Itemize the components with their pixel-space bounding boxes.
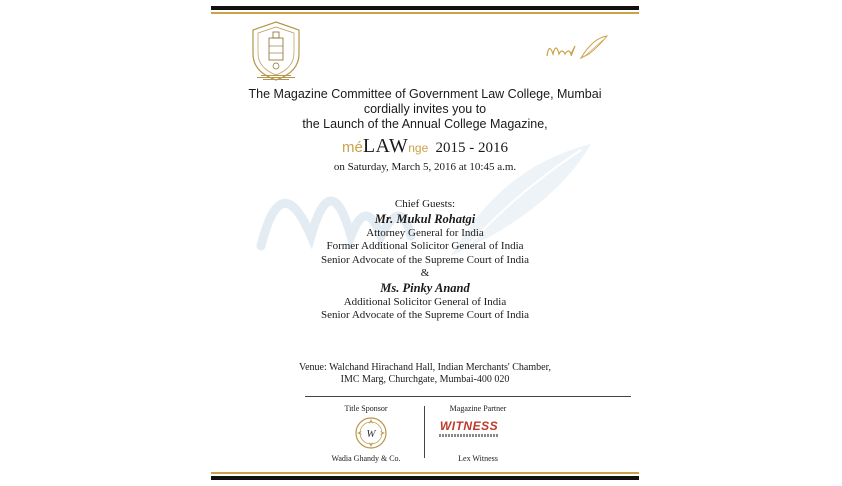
magazine-partner-label: Magazine Partner: [449, 404, 507, 413]
bottom-border-black: [211, 476, 639, 480]
guest-1-role: Attorney General for India: [366, 227, 484, 240]
wadia-ghandy-logo-icon: [354, 416, 388, 450]
title-sponsor-label: Title Sponsor: [344, 404, 388, 413]
top-border-gold: [211, 12, 639, 14]
title-nge: nge: [408, 141, 429, 155]
title-law: LAW: [362, 135, 409, 157]
intro-line-3: the Launch of the Annual College Magazine,: [302, 117, 548, 131]
bottom-border-gold: [211, 472, 639, 474]
magazine-partner-name: Lex Witness: [458, 454, 498, 463]
guest-2-role: Senior Advocate of the Supreme Court of India: [320, 309, 530, 322]
guest-1-role: Senior Advocate of the Supreme Court of India: [320, 253, 530, 266]
sponsor-divider: [305, 396, 631, 397]
venue: [211, 362, 639, 386]
sponsor-vertical-divider: [424, 406, 425, 458]
invitation-card: [211, 6, 639, 482]
chief-guests: [211, 198, 639, 322]
college-crest-icon: [249, 20, 303, 82]
witness-logo-text: WITNESS: [439, 419, 499, 433]
intro-line-1: The Magazine Committee of Government Law College, Mumbai: [248, 87, 602, 101]
witness-tagline-mark: [439, 434, 499, 437]
crest-ribbon: [256, 74, 296, 81]
guest-2-role: Additional Solicitor General of India: [343, 296, 507, 309]
venue-line-2: IMC Marg, Churchgate, Mumbai-400 020: [340, 374, 510, 385]
guest-2-name: Ms. Pinky Anand: [380, 281, 470, 296]
title-me: mé: [341, 139, 363, 156]
top-border-black: [211, 6, 639, 10]
title-sponsor-name: Wadia Ghandy & Co.: [331, 454, 401, 463]
magazine-logo-icon: [541, 32, 611, 64]
event-date: on Saturday, March 5, 2016 at 10:45 a.m.: [333, 161, 517, 173]
magazine-title: [211, 136, 639, 158]
venue-line-1: Venue: Walchand Hirachand Hall, Indian Merchants' Chamber,: [299, 362, 551, 373]
guest-1-name: Mr. Mukul Rohatgi: [374, 212, 476, 227]
guest-separator: &: [420, 266, 430, 279]
invitation-intro: [211, 87, 639, 132]
guests-heading: Chief Guests:: [394, 198, 456, 210]
svg-text:W: W: [366, 428, 376, 440]
intro-line-2: cordially invites you to: [363, 102, 487, 116]
guest-1-role: Former Additional Solicitor General of India: [326, 240, 524, 253]
title-years: 2015 - 2016: [435, 140, 509, 156]
witness-logo: [439, 420, 499, 437]
